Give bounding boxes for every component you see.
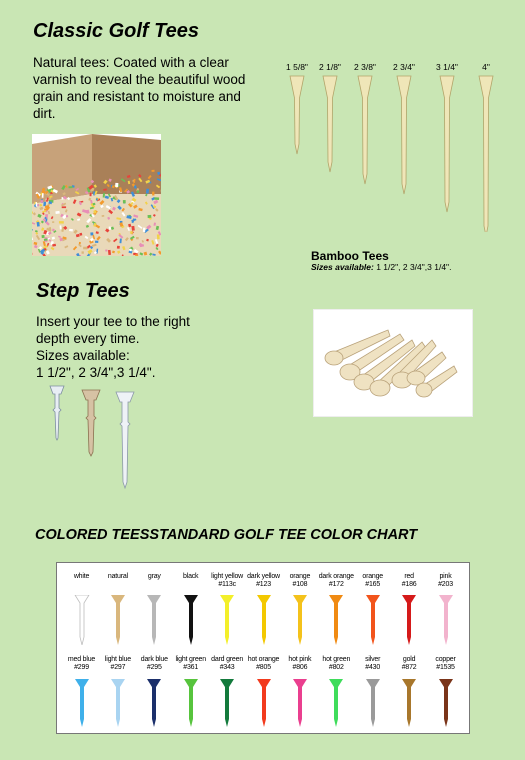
natural-step-tee-icon bbox=[82, 390, 100, 456]
tee-color-name: med blue bbox=[67, 656, 96, 663]
tee-color-code: #1535 bbox=[436, 664, 455, 671]
step-tees-description bbox=[36, 313, 226, 381]
tee-size-label: 2 1/8" bbox=[319, 62, 341, 72]
tee-color-code: #123 bbox=[256, 581, 271, 588]
tee-color-swatch bbox=[427, 573, 464, 589]
tee-color-name: light yellow bbox=[211, 573, 244, 580]
tee-color-code: #172 bbox=[328, 581, 344, 588]
colored-tee-icon bbox=[402, 679, 416, 727]
tee-color-swatch bbox=[209, 573, 246, 589]
tee-color-name: silver bbox=[365, 656, 381, 663]
natural-tee-icon bbox=[397, 76, 411, 194]
tee-color-name: hot orange bbox=[247, 656, 280, 663]
tee-color-chart bbox=[56, 562, 470, 734]
tee-color-name: orange bbox=[362, 573, 383, 580]
colored-tee-icon bbox=[75, 595, 89, 645]
tee-size-label: 2 3/4" bbox=[393, 62, 415, 72]
tee-color-swatch bbox=[172, 573, 209, 589]
tee-color-swatch bbox=[63, 573, 100, 589]
tee-color-code: #295 bbox=[146, 664, 162, 671]
tee-color-code: #203 bbox=[438, 581, 453, 588]
classic-tees-heading: Classic Golf Tees bbox=[33, 20, 199, 42]
bamboo-tees-heading: Bamboo Tees bbox=[311, 249, 389, 263]
colored-tee-icon bbox=[293, 679, 307, 727]
tee-color-swatch bbox=[99, 656, 136, 672]
step-tees-line2: Sizes available: bbox=[36, 348, 130, 363]
colored-tee-icon bbox=[220, 679, 234, 727]
step-tees-heading: Step Tees bbox=[36, 280, 130, 302]
tee-color-code: #186 bbox=[401, 581, 417, 588]
tee-color-swatch bbox=[63, 656, 100, 672]
natural-tee-icon bbox=[440, 76, 454, 212]
tee-color-swatch bbox=[391, 573, 428, 589]
tee-color-code: #806 bbox=[292, 664, 308, 671]
tee-size-label: 1 5/8" bbox=[286, 62, 308, 72]
tee-color-name: red bbox=[404, 573, 414, 580]
tee-color-name: hot green bbox=[322, 656, 351, 663]
bamboo-tees-sizes bbox=[311, 262, 461, 272]
tee-color-name: natural bbox=[107, 573, 128, 580]
white-tall-step-tee-icon bbox=[116, 392, 134, 488]
colored-tee-icon bbox=[75, 679, 89, 727]
natural-tee-icon bbox=[290, 76, 304, 154]
colored-tee-icon bbox=[111, 595, 125, 645]
tee-color-swatch bbox=[391, 656, 428, 672]
box-of-tees-photo bbox=[32, 134, 161, 256]
tee-color-swatch bbox=[281, 656, 318, 672]
step-tees-image bbox=[40, 382, 150, 502]
tee-color-swatch bbox=[245, 656, 282, 672]
colored-tee-icon bbox=[257, 595, 271, 645]
tee-color-swatch bbox=[99, 573, 136, 589]
tee-color-name: light blue bbox=[104, 656, 131, 663]
tee-color-code: #805 bbox=[256, 664, 271, 671]
tee-color-code: #430 bbox=[365, 664, 381, 671]
tee-color-name: gray bbox=[147, 573, 161, 580]
white-step-tee-icon bbox=[50, 386, 64, 440]
tee-color-code bbox=[136, 581, 173, 589]
colored-tee-icon bbox=[402, 595, 416, 645]
natural-tee-icon bbox=[358, 76, 372, 184]
tee-color-swatch bbox=[136, 573, 173, 589]
classic-tees-description: Natural tees: Coated with a clear varnish to reveal the beautiful wood grain and resistant to moisture and dirt. bbox=[33, 55, 246, 121]
tee-color-name: pink bbox=[439, 573, 452, 580]
tee-color-name: light green bbox=[175, 656, 206, 663]
tee-color-swatch bbox=[427, 656, 464, 672]
tee-color-name: hot pink bbox=[288, 656, 312, 663]
natural-tee-icon bbox=[323, 76, 337, 172]
tee-color-code: #297 bbox=[110, 664, 126, 671]
tee-color-name: dark yellow bbox=[247, 573, 280, 580]
colored-tee-icon bbox=[329, 595, 343, 645]
colored-tee-icon bbox=[147, 679, 161, 727]
tee-color-swatch bbox=[318, 573, 355, 589]
bamboo-tees-photo bbox=[313, 309, 473, 417]
natural-tee-size-row bbox=[280, 62, 505, 232]
colored-tee-icon bbox=[366, 679, 380, 727]
colored-tee-icon bbox=[111, 679, 125, 727]
tee-size-label: 4" bbox=[482, 62, 490, 72]
color-chart-heading: COLORED TEESSTANDARD GOLF TEE COLOR CHART bbox=[35, 527, 418, 543]
tee-color-name: dard green bbox=[211, 656, 244, 663]
tee-color-swatch bbox=[245, 573, 282, 589]
tee-color-code: #299 bbox=[74, 664, 89, 671]
tee-color-swatch bbox=[209, 656, 246, 672]
tee-color-code: #802 bbox=[328, 664, 344, 671]
bamboo-sizes-value: 1 1/2", 2 3/4",3 1/4". bbox=[376, 262, 452, 272]
tee-color-name: orange bbox=[289, 573, 311, 580]
tee-size-label: 2 3/8" bbox=[354, 62, 376, 72]
colored-tee-icon bbox=[184, 679, 198, 727]
tee-color-swatch bbox=[136, 656, 173, 672]
natural-tee-icon bbox=[479, 76, 493, 232]
tee-color-swatch bbox=[172, 656, 209, 672]
tee-color-code: #872 bbox=[401, 664, 417, 671]
tee-color-code: #343 bbox=[219, 664, 235, 671]
tee-color-swatch bbox=[354, 656, 391, 672]
tee-color-code: #361 bbox=[183, 664, 199, 671]
tee-color-code: #165 bbox=[365, 581, 381, 588]
tee-color-swatch bbox=[281, 573, 318, 589]
tee-color-swatch bbox=[354, 573, 391, 589]
tee-color-name: white bbox=[73, 573, 90, 580]
tee-color-name: gold bbox=[402, 656, 416, 663]
colored-tee-icon bbox=[147, 595, 161, 645]
colored-tee-icon bbox=[329, 679, 343, 727]
step-tees-line3: 1 1/2", 2 3/4",3 1/4". bbox=[36, 365, 156, 380]
tee-color-swatch bbox=[318, 656, 355, 672]
tee-color-name: dark blue bbox=[140, 656, 168, 663]
tee-color-name: copper bbox=[435, 656, 456, 663]
tee-color-name: black bbox=[183, 573, 199, 580]
colored-tee-icon bbox=[293, 595, 307, 645]
colored-tee-icon bbox=[439, 595, 453, 645]
tee-color-code bbox=[99, 581, 136, 589]
colored-tee-icon bbox=[220, 595, 234, 645]
colored-tee-icon bbox=[439, 679, 453, 727]
colored-tee-icon bbox=[184, 595, 198, 645]
step-tees-line1: Insert your tee to the right depth every time. bbox=[36, 314, 190, 346]
tee-color-name: dark orange bbox=[318, 573, 354, 580]
tee-color-code bbox=[63, 581, 100, 589]
tee-color-code: #108 bbox=[292, 581, 308, 588]
tee-color-code: #113c bbox=[218, 581, 236, 588]
tee-size-label: 3 1/4" bbox=[436, 62, 458, 72]
colored-tee-icon bbox=[257, 679, 271, 727]
colored-tee-icon bbox=[366, 595, 380, 645]
bamboo-sizes-label: Sizes available: bbox=[311, 262, 374, 272]
tee-color-code bbox=[172, 581, 209, 589]
